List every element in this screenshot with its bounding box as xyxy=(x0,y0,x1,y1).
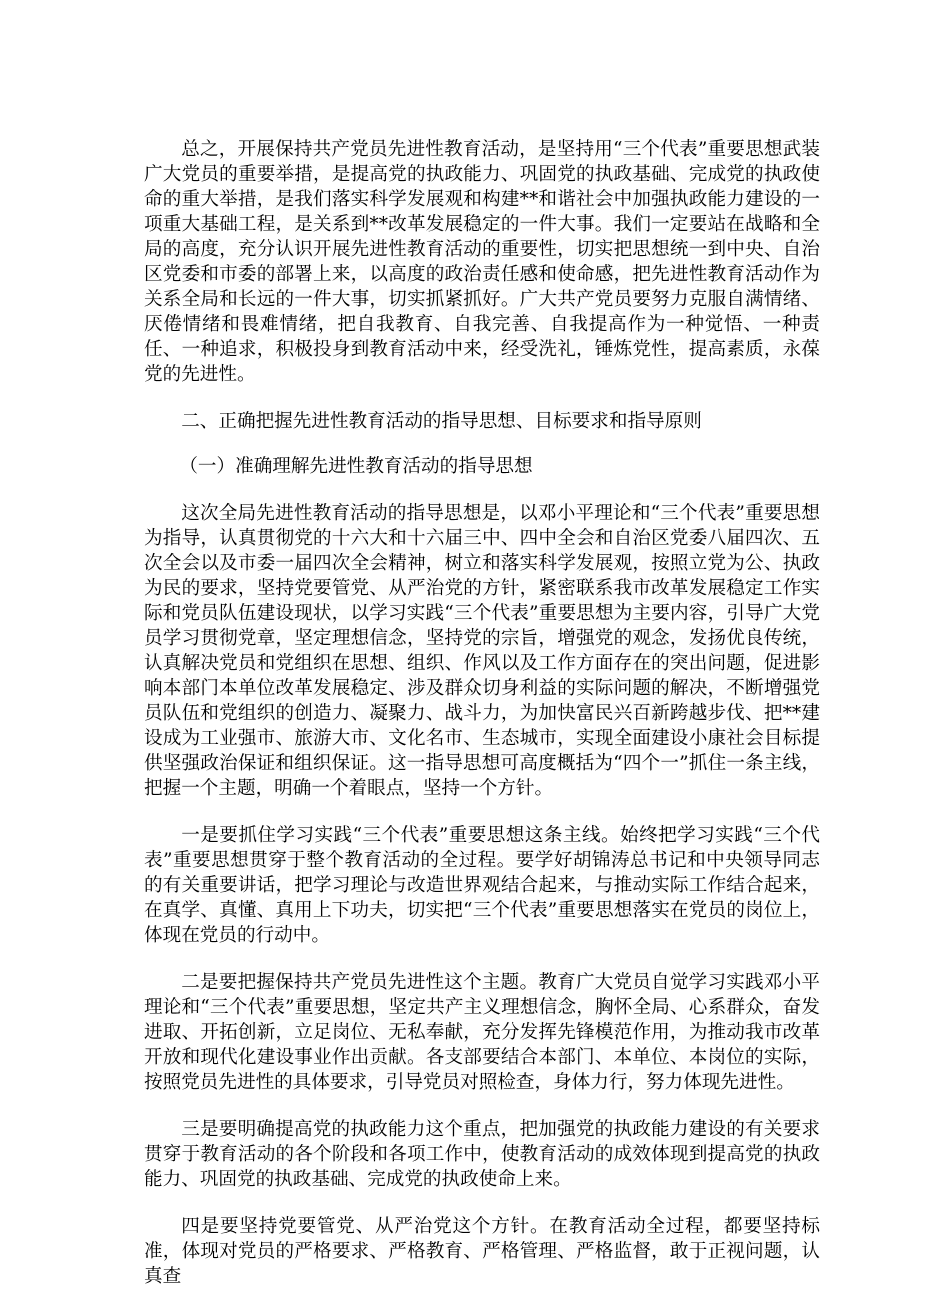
document-body xyxy=(144,137,820,1311)
paragraph-main-line: 一是要抓住学习实践“三个代表”重要思想这条主线。始终把学习实践“三个代表”重要思想贯穿于整个教育活动的全过程。要学好胡锦涛总书记和中央领导同志的有关重要讲话，把学习理论与改造世界观结合起来，与推动实际工作结合起来，在真学、真懂、真用上下功夫，切实把“三个代表”重要思想落实在党员的岗位上，体现在党员的行动中。 xyxy=(144,825,820,946)
paragraph-guiding-ideology: 这次全局先进性教育活动的指导思想是，以邓小平理论和“三个代表”重要思想为指导，认真贯彻党的十六大和十六届三中、四中全会和自治区党委八届四次、五次全会以及市委一届四次全会精神，树立和落实科学发展观，按照立党为公、执政为民的要求，坚持党要管党、从严治党的方针，紧密联系我市改革发展稳定工作实际和党员队伍建设现状，以学习实践“三个代表”重要思想为主要内容，引导广大党员学习贯彻党章，坚定理想信念，坚持党的宗旨，增强党的观念，发扬优良传统，认真解决党员和党组织在思想、组织、作风以及工作方面存在的突出问题，促进影响本部门本单位改革发展稳定、涉及群众切身利益的实际问题的解决，不断增强党员队伍和党组织的创造力、凝聚力、战斗力，为加快富民兴百新跨越步伐、把**建设成为工业强市、旅游大市、文化名市、生态城市，实现全面建设小康社会目标提供坚强政治保证和组织保证。这一指导思想可高度概括为“四个一”抓住一条主线，把握一个主题，明确一个着眼点，坚持一个方针。 xyxy=(144,503,820,799)
subsection-heading: （一）准确理解先进性教育活动的指导思想 xyxy=(179,456,533,477)
paragraph-key-point: 三是要明确提高党的执政能力这个重点，把加强党的执政能力建设的有关要求贯穿于教育活动的各个阶段和各项工作中，使教育活动的成效体现到提高党的执政能力、巩固党的执政基础、完成党的执政使命上来。 xyxy=(144,1119,820,1190)
paragraph-main-theme: 二是要把握保持共产党员先进性这个主题。教育广大党员自觉学习实践邓小平理论和“三个代表”重要思想，坚定共产主义理想信念，胸怀全局、心系群众，奋发进取、开拓创新，立足岗位、无私奉献，充分发挥先锋模范作用，为推动我市改革开放和现代化建设事业作出贡献。各支部要结合本部门、本单位、本岗位的实际，按照党员先进性的具体要求，引导党员对照检查，身体力行，努力体现先进性。 xyxy=(144,972,820,1093)
paragraph-conclusion: 总之，开展保持共产党员先进性教育活动，是坚持用“三个代表”重要思想武装广大党员的重要举措，是提高党的执政能力、巩固党的执政基础、完成党的执政使命的重大举措，是我们落实科学发展观和构建**和谐社会中加强执政能力建设的一项重大基础工程，是关系到**改革发展稳定的一件大事。我们一定要站在战略和全局的高度，充分认识开展先进性教育活动的重要性，切实把思想统一到中央、自治区党委和市委的部署上来，以高度的政治责任感和使命感，把先进性教育活动作为关系全局和长远的一件大事，切实抓紧抓好。广大共产党员要努力克服自满情绪、厌倦情绪和畏难情绪，把自我教育、自我完善、自我提高作为一种觉悟、一种责任、一种追求，积极投身到教育活动中来，经受洗礼，锤炼党性，提高素质，永葆党的先进性。 xyxy=(144,139,820,385)
section-heading: 二、正确把握先进性教育活动的指导思想、目标要求和指导原则 xyxy=(181,411,702,432)
paragraph-policy: 四是要坚持党要管党、从严治党这个方针。在教育活动全过程，都要坚持标准，体现对党员的严格要求、严格教育、严格管理、严格监督，敢于正视问题，认真查 xyxy=(144,1216,820,1287)
